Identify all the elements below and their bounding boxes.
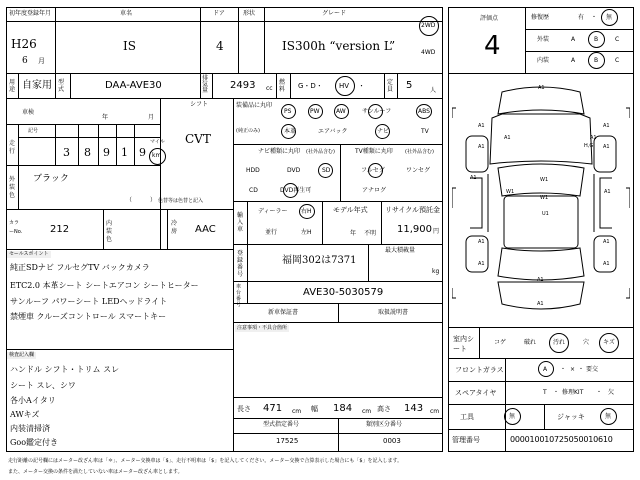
load-label: 最大積載量 (385, 247, 416, 254)
import-label: 輸入車 (237, 212, 244, 233)
selling-line-4: 禁煙車 クルーズコントロール スマートキー (10, 312, 167, 321)
height-label: 高さ (377, 405, 391, 413)
windshield-label: フロントガラス (455, 366, 504, 374)
int-grade-a: A (571, 57, 576, 64)
chassis-value: AVE30-5030579 (303, 287, 384, 298)
doors-value: 4 (216, 39, 224, 53)
spare-t: T (543, 389, 547, 396)
inspector-line-4: AWキズ (10, 410, 40, 419)
diag-label-2: A1 (478, 123, 485, 129)
load-unit: kg (432, 268, 440, 275)
capacity-label: 定員 (387, 79, 394, 93)
navi-dvd: DVD (287, 167, 301, 174)
cabin-tear: 破れ (524, 339, 537, 346)
ext-grade-b: B (594, 36, 599, 43)
model-year-unknown: 不明 (364, 230, 377, 237)
equip-ps: PS (284, 108, 292, 115)
attention-label: 注意事項・不具合箇所 (237, 325, 288, 331)
mgmt-value: 000010010725050010610 (510, 435, 613, 444)
jack-value: 無 (605, 413, 612, 420)
type-no-label: 型式指定番号 (263, 421, 300, 428)
ext-grade-c: C (615, 36, 620, 43)
recycle-label: リサイクル預託金 (385, 206, 441, 214)
mileage-digit-5: 9 (139, 146, 146, 159)
interior-color-label: 内装色 (106, 220, 113, 243)
mileage-sub-label: 記号 (28, 128, 39, 134)
color-no-label: カラーNo. (9, 220, 23, 235)
import-parallel: 並行 (265, 229, 278, 236)
class-no-value: 0003 (383, 437, 401, 445)
model-year-unit: 年 (350, 230, 357, 237)
tools-value: 無 (509, 413, 516, 420)
cabin-hole: 穴 (583, 339, 590, 346)
cabin-burn: コゲ (494, 339, 507, 346)
first-reg-year: H26 (11, 37, 37, 51)
cabin-dirt: 汚れ (553, 339, 566, 346)
shift-label: シフト (190, 101, 209, 108)
diag-label-7: A1 (603, 144, 610, 150)
mileage-digit-3: 9 (103, 146, 110, 159)
diag-label-19: A1 (537, 277, 544, 283)
capacity-value: 5 (406, 80, 413, 91)
tv-subtitle: (社外品含む) (405, 149, 434, 155)
diag-label-10: W1 (540, 177, 549, 183)
inspector-line-5: 内装清掃済 (10, 424, 50, 433)
drive-4wd: 4WD (421, 49, 436, 56)
inspection-label: 車検 (22, 109, 35, 116)
color-value: ブラック (33, 174, 69, 184)
recycle-value: 11,900 (397, 224, 432, 235)
equip-aw: AW (336, 108, 346, 115)
mileage-unit-label: マイル (150, 139, 165, 145)
equipment-subtitle: (純正のみ) (236, 128, 260, 134)
mileage-digit-1: 3 (63, 146, 70, 159)
import-dealer: ディーラー (258, 208, 288, 215)
repair-no: 無 (606, 14, 613, 21)
insp-month-unit: 月 (148, 114, 155, 121)
spare-dot: ・ (553, 389, 560, 396)
navi-dvd-play: DVD再生可 (280, 187, 312, 194)
navi-cd: CD (249, 187, 258, 194)
model-label: 型式 (58, 79, 65, 93)
spare-missing: 欠 (608, 389, 615, 396)
warranty-new-label: 新車保証書 (268, 309, 299, 316)
diag-label-16: A1 (603, 239, 610, 245)
model-year-label: モデル年式 (333, 206, 368, 214)
exterior-label: 外装 (537, 36, 550, 43)
tv-title: TV種類に丸印 (355, 148, 393, 155)
equip-leather: 本革 (284, 128, 297, 135)
windshield-x: × (570, 366, 576, 373)
color-paren-close: ） (150, 197, 157, 204)
length-unit: cm (292, 408, 302, 415)
diag-label-12: W1 (540, 195, 549, 201)
chassis-label: 車台番号 (236, 284, 242, 308)
evaluation-score: 4 (484, 31, 501, 61)
selling-line-1: 純正SDナビ フルセグTV バックカメラ (10, 263, 150, 272)
capacity-unit: 人 (430, 87, 437, 94)
recycle-unit: 円 (433, 228, 440, 235)
class-no-label: 類別区分番号 (366, 421, 403, 428)
inspector-line-2: シート スレ、シワ (10, 381, 76, 390)
car-name-label: 車名 (120, 10, 133, 17)
equip-abs: ABS (418, 108, 430, 115)
fuel-suffix: ・ (358, 82, 365, 90)
warranty-manual-label: 取扱説明書 (378, 309, 409, 316)
height-unit: cm (430, 408, 440, 415)
navi-subtitle: (社外品含む) (306, 149, 335, 155)
width-unit: cm (362, 408, 372, 415)
diag-label-15: A1 (478, 239, 485, 245)
color-note: 色替等は色替と記入 (158, 198, 204, 204)
spare-label: スペアタイヤ (455, 389, 497, 397)
width-label: 幅 (311, 405, 318, 413)
diag-label-3: A1 (603, 123, 610, 129)
repair-yes: 有 (578, 14, 585, 21)
doors-label: ドア (213, 10, 225, 17)
selling-line-2: ETC2.0 本革シート シートエアコン シートヒーター (10, 281, 199, 290)
color-label: 外装色 (9, 176, 16, 199)
aircon-value: AAC (195, 224, 216, 235)
width-value: 184 (333, 403, 353, 414)
spare-dot-2: ・ (596, 389, 603, 396)
diag-label-20: A1 (537, 301, 544, 307)
disp-label: 排気量 (202, 75, 209, 94)
tools-label: 工具 (460, 413, 474, 421)
first-reg-label: 初年度登録年月 (9, 10, 52, 17)
footer-line-1: 走行距離の記号欄にはメーター改ざん車は「＊」、メーター交換車は「$」、走行不明車は「$」を記入してください。メーター交換で合算表示した場合にも「$」を記入します。 (8, 458, 403, 464)
evaluation-label: 評価点 (480, 15, 499, 22)
first-reg-month: 6 (22, 56, 28, 66)
height-value: 143 (404, 403, 424, 414)
int-grade-b: B (594, 57, 599, 64)
disp-unit: cc (266, 85, 273, 92)
mileage-digit-4: 1 (121, 146, 128, 159)
tv-fullseg: フルセグ (361, 167, 385, 174)
fuel-label: 燃料 (279, 79, 286, 93)
length-label: 長さ (237, 405, 251, 413)
use-label: 用途 (9, 79, 16, 93)
equip-pw: PW (310, 108, 320, 115)
repair-label: 修復歴 (531, 14, 550, 21)
import-left: 左H (301, 229, 312, 236)
diag-label-1: A1 (538, 85, 545, 91)
type-no-value: 17525 (276, 437, 299, 445)
cabin-label: 室内シート (453, 335, 474, 353)
windshield-dot-2: ・ (578, 366, 585, 373)
windshield-a: A (543, 366, 548, 373)
diag-label-9: A1 (470, 175, 477, 181)
grade-label: グレード (322, 10, 347, 17)
inspector-line-6: Goo鑑定付き (10, 438, 59, 447)
diag-label-14: U1 (542, 211, 549, 217)
equip-sunroof: サンルーフ (362, 108, 392, 115)
navi-hdd: HDD (246, 167, 260, 174)
color-no-value: 212 (50, 224, 70, 235)
cabin-scratch: キズ (603, 339, 615, 346)
navi-title: ナビ種類に丸印 (258, 148, 301, 155)
diag-label-6: A1 (478, 144, 485, 150)
int-grade-c: C (615, 57, 620, 64)
interior-label: 内装 (537, 57, 550, 64)
diag-label-5: A1 (590, 135, 597, 141)
navi-sd: SD (322, 167, 331, 174)
use-value: 自家用 (22, 80, 52, 91)
selling-points-label: セールスポイント (9, 251, 49, 257)
color-paren-open: （ (126, 197, 133, 204)
inspector-line-1: ハンドル シフト・トリム スレ (10, 365, 120, 374)
grade-value: IS300h “version L” (282, 39, 396, 53)
shift-value: CVT (185, 132, 211, 146)
repair-mid: ・ (591, 14, 598, 21)
tv-analog: アナログ (362, 187, 387, 194)
plate-value: 福岡302は7371 (282, 255, 357, 266)
jack-label: ジャッキ (557, 413, 585, 421)
windshield-dot: ・ (560, 366, 567, 373)
diag-label-13: A1 (604, 189, 611, 195)
shape-label: 形状 (243, 10, 256, 17)
mileage-unit: km (152, 152, 162, 159)
windshield-replace: 要交 (586, 366, 599, 373)
diag-label-18: A1 (603, 261, 610, 267)
car-name: IS (123, 39, 136, 53)
model-value: DAA-AVE30 (105, 80, 162, 91)
selling-line-3: サンルーフ パワーシート LEDヘッドライト (10, 297, 168, 306)
footer-line-2: また、メーター交換の条件を満たしていない車はメーター改ざん車とします。 (8, 469, 183, 475)
month-unit: 月 (38, 57, 45, 65)
inspector-label: 検査記入欄 (9, 352, 35, 358)
equipment-title: 装備品に丸印 (236, 102, 273, 109)
tv-oneseg: ワンセグ (406, 167, 431, 174)
fuel-selected: HV (339, 82, 350, 90)
mileage-label: 走行 (9, 140, 16, 155)
plate-label: 登録番号 (237, 250, 244, 278)
diag-label-4: A1 (504, 135, 511, 141)
disp-value: 2493 (230, 80, 256, 91)
inspector-line-3: 各小Aイタリ (10, 396, 56, 405)
aircon-label: 冷房 (171, 220, 178, 235)
equip-navi: ナビ (377, 128, 390, 135)
import-right: 右H (301, 208, 312, 215)
equip-airbag: エアバック (318, 128, 348, 135)
ext-grade-a: A (571, 36, 576, 43)
spare-kit: 修理KIT (562, 389, 584, 396)
mileage-digit-2: 8 (84, 146, 91, 159)
fuel-options: G・D・ (298, 82, 323, 90)
diag-label-17: A1 (478, 261, 485, 267)
length-value: 471 (263, 403, 283, 414)
diag-label-8: H,G (584, 143, 594, 149)
equip-tv: TV (421, 128, 429, 135)
diag-label-11: W1 (506, 189, 515, 195)
insp-year-unit: 年 (102, 114, 109, 121)
mgmt-label: 管理番号 (452, 436, 480, 444)
drive-2wd: 2WD (421, 22, 436, 29)
